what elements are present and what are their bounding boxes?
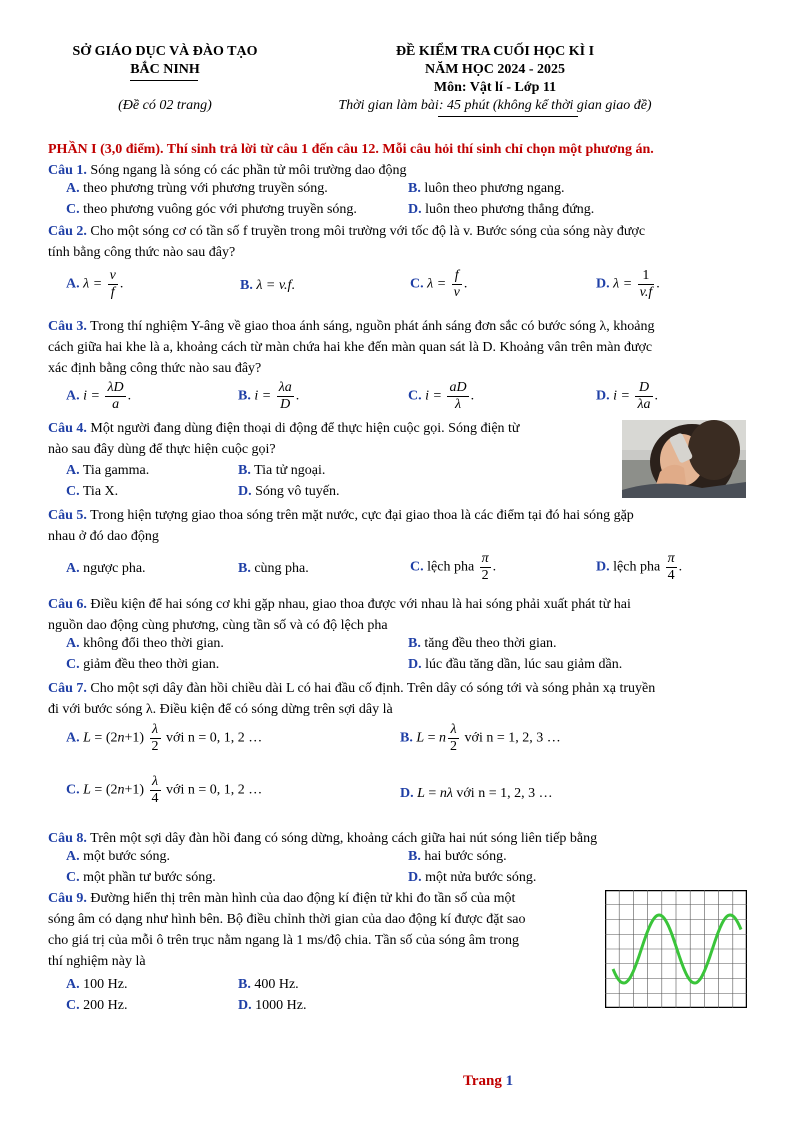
q8-stem: Câu 8. Trên một sợi dây đàn hồi đang có sóng dừng, khoảng cách giữa hai nút sóng liên tiếp bằng [48, 831, 598, 846]
q1-stem: Câu 1. Sóng ngang là sóng có các phần tử môi trường dao động [48, 163, 407, 178]
q2-stem-line1: Câu 2. Cho một sóng cơ có tần số f truyền trong môi trường với tốc độ là v. Bước sóng của sóng này được [48, 224, 646, 239]
q7-option-d[interactable]: D. L = nλ với n = 1, 2, 3 … [400, 786, 553, 801]
q3-option-a[interactable]: A. i = $\frac{\lambda D}{a}$ . [66, 380, 132, 412]
oscilloscope-figure [605, 890, 747, 1008]
q2-option-b[interactable]: B. λ = v.f. [240, 278, 295, 293]
q6-option-a[interactable]: A. không đổi theo thời gian. [66, 636, 224, 651]
header-province: BẮC NINH [130, 62, 200, 77]
part1-title: PHẦN I (3,0 điểm). Thí sinh trả lời từ câu 1 đến câu 12. Mỗi câu hỏi thí sinh chỉ chọn một phương án. [48, 142, 654, 157]
header-underline [130, 80, 198, 81]
q7-option-a[interactable]: A. L = (2n+1) $\frac{\lambda}{2}$ với n = 0, 1, 2 … [66, 722, 263, 754]
q9-stem-line3: cho giá trị của mỗi ô trên trục nằm ngang là 1 ms/độ chia. Tần số của sóng âm trong [48, 933, 519, 948]
q6-option-d[interactable]: D. lúc đầu tăng dần, lúc sau giảm dần. [408, 657, 623, 672]
q7-option-b[interactable]: B. L = n $\frac{\lambda}{2}$ với n = 1, 2, 3 … [400, 722, 561, 754]
time-underline [438, 116, 578, 117]
q5-stem-line1: Câu 5. Trong hiện tượng giao thoa sóng trên mặt nước, cực đại giao thoa là các điểm tại đó hai sóng gặp [48, 508, 634, 523]
oscilloscope-icon [605, 890, 747, 1008]
person-on-phone-icon [622, 420, 746, 498]
q3-stem-line3: xác định bằng công thức nào sau đây? [48, 361, 262, 376]
header-dept: SỞ GIÁO DỤC VÀ ĐÀO TẠO [72, 44, 258, 59]
q6-stem-line1: Câu 6. Điều kiện để hai sóng cơ khi gặp nhau, giao thoa được với nhau là hai sóng phải xuất phát từ hai [48, 597, 631, 612]
q9-option-a[interactable]: A. 100 Hz. [66, 977, 128, 992]
q5-stem-line2: nhau ở đó dao động [48, 529, 159, 544]
q9-stem-line4: thí nghiệm này là [48, 954, 146, 969]
q1-option-d[interactable]: D. luôn theo phương thẳng đứng. [408, 202, 595, 217]
q9-stem-line2: sóng âm có dạng như hình bên. Bộ điều chỉnh thời gian của dao động kí được đặt sao [48, 912, 526, 927]
q4-option-b[interactable]: B. Tia tử ngoại. [238, 463, 326, 478]
q2-option-a[interactable]: A. λ = $\frac{v}{f}$ . [66, 268, 124, 300]
q9-option-d[interactable]: D. 1000 Hz. [238, 998, 307, 1013]
q7-stem-line1: Câu 7. Cho một sợi dây đàn hồi chiều dài L có hai đầu cố định. Trên dây có sóng tới và sóng phản xạ truyền [48, 681, 656, 696]
q2-option-c[interactable]: C. λ = $\frac{f}{v}$ . [410, 268, 468, 300]
q8-option-c[interactable]: C. một phần tư bước sóng. [66, 870, 216, 885]
time-note: Thời gian làm bài: 45 phút (không kể thời gian giao đề) [338, 98, 652, 113]
q5-option-c[interactable]: C. lệch pha $\frac{\pi}{2}$ . [410, 551, 497, 583]
q7-option-c[interactable]: C. L = (2n+1) $\frac{\lambda}{4}$ với n = 0, 1, 2 … [66, 774, 263, 806]
q9-option-c[interactable]: C. 200 Hz. [66, 998, 128, 1013]
q2-stem-line2: tính bằng công thức nào sau đây? [48, 245, 236, 260]
q2-option-d[interactable]: D. λ = $\frac{1}{v.f}$ . [596, 268, 660, 300]
q8-option-b[interactable]: B. hai bước sóng. [408, 849, 507, 864]
q4-stem-line2: nào sau đây dùng để thực hiện cuộc gọi? [48, 442, 276, 457]
exam-title: ĐỀ KIỂM TRA CUỐI HỌC KÌ I [395, 44, 595, 59]
q4-option-d[interactable]: D. Sóng vô tuyến. [238, 484, 340, 499]
q3-option-c[interactable]: C. i = $\frac{aD}{\lambda}$ . [408, 380, 475, 412]
q3-stem-line1: Câu 3. Trong thí nghiệm Y-âng về giao thoa ánh sáng, nguồn phát ánh sáng đơn sắc có bước sóng λ, khoảng [48, 319, 655, 334]
q9-stem-line1: Câu 9. Đường hiển thị trên màn hình của dao động kí điện tử khi đo tần số của một [48, 891, 516, 906]
q3-option-b[interactable]: B. i = $\frac{\lambda a}{D}$ . [238, 380, 300, 412]
school-year: NĂM HỌC 2024 - 2025 [425, 62, 565, 77]
q8-option-a[interactable]: A. một bước sóng. [66, 849, 171, 864]
header-page-note: (Đề có 02 trang) [118, 98, 212, 113]
q6-option-b[interactable]: B. tăng đều theo thời gian. [408, 636, 557, 651]
q1-option-c[interactable]: C. theo phương vuông góc với phương truyền sóng. [66, 202, 357, 217]
q9-option-b[interactable]: B. 400 Hz. [238, 977, 299, 992]
q3-stem-line2: cách giữa hai khe là a, khoảng cách từ màn chứa hai khe đến màn quan sát là D. Khoảng vân trên màn được [48, 340, 653, 355]
q5-option-a[interactable]: A. ngược pha. [66, 561, 146, 576]
q4-option-a[interactable]: A. Tia gamma. [66, 463, 150, 478]
q6-stem-line2: nguồn dao động cùng phương, cùng tần số và có độ lệch pha [48, 618, 388, 633]
q5-option-b[interactable]: B. cùng pha. [238, 561, 309, 576]
q8-option-d[interactable]: D. một nửa bước sóng. [408, 870, 537, 885]
q7-stem-line2: đi với bước sóng λ. Điều kiện để có sóng dừng trên sợi dây là [48, 702, 393, 717]
q5-option-d[interactable]: D. lệch pha $\frac{\pi}{4}$ . [596, 551, 683, 583]
page-footer: Trang 1 [463, 1073, 514, 1089]
q6-option-c[interactable]: C. giảm đều theo thời gian. [66, 657, 220, 672]
q1-option-b[interactable]: B. luôn theo phương ngang. [408, 181, 565, 196]
q3-option-d[interactable]: D. i = $\frac{D}{\lambda a}$ . [596, 380, 659, 412]
subject: Môn: Vật lí - Lớp 11 [433, 80, 557, 95]
q4-stem-line1: Câu 4. Một người đang dùng điện thoại di động để thực hiện cuộc gọi. Sóng điện từ [48, 421, 520, 436]
phone-call-photo [622, 420, 746, 498]
q4-option-c[interactable]: C. Tia X. [66, 484, 119, 499]
q1-option-a[interactable]: A. theo phương trùng với phương truyền sóng. [66, 181, 328, 196]
